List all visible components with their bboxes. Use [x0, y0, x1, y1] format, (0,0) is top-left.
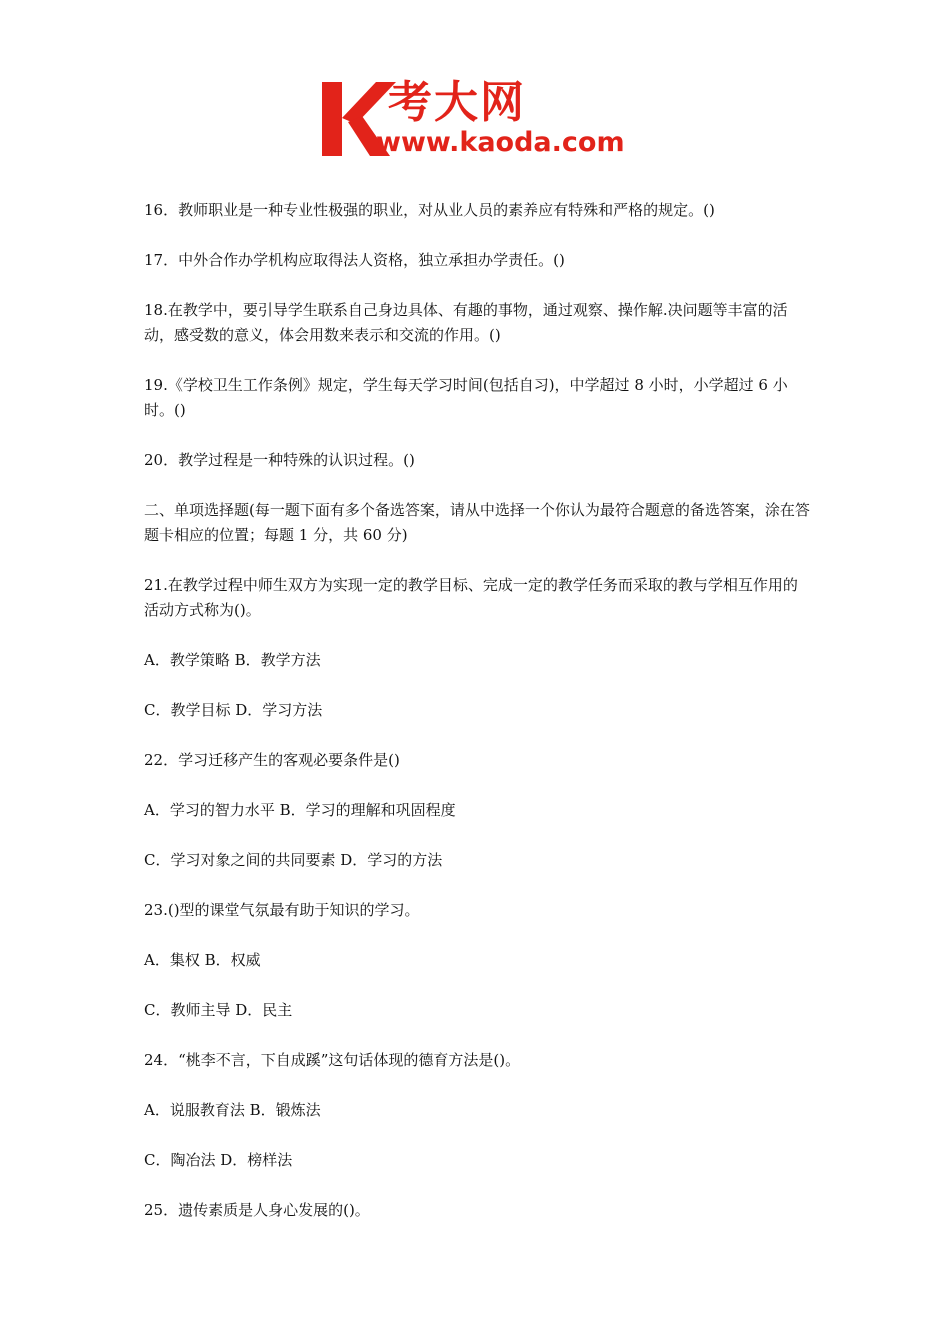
question-22-options-cd: C．学习对象之间的共同要素 D．学习的方法 [144, 851, 443, 869]
site-logo [318, 78, 638, 160]
question-19: 19.《学校卫生工作条例》规定，学生每天学习时间(包括自习)，中学超过 8 小时，小学超过 6 小时。() [144, 376, 788, 419]
question-23-options-cd: C．教师主导 D．民主 [144, 1001, 293, 1019]
question-24-options-ab: A．说服教育法 B．锻炼法 [144, 1101, 321, 1119]
document-body [144, 198, 812, 1248]
question-20: 20．教学过程是一种特殊的认识过程。() [144, 451, 415, 469]
question-18: 18.在教学中，要引导学生联系自己身边具体、有趣的事物，通过观察、操作解.决问题等丰富的活动，感受数的意义，体会用数来表示和交流的作用。() [144, 301, 788, 344]
question-23: 23.()型的课堂气氛最有助于知识的学习。 [144, 901, 420, 919]
question-22: 22．学习迁移产生的客观必要条件是() [144, 751, 400, 769]
question-23-options-ab: A．集权 B．权威 [144, 951, 261, 969]
question-21: 21.在教学过程中师生双方为实现一定的教学目标、完成一定的教学任务而采取的教与学相互作用的活动方式称为()。 [144, 576, 798, 619]
question-22-options-ab: A．学习的智力水平 B．学习的理解和巩固程度 [144, 801, 456, 819]
question-21-options-ab: A．教学策略 B．教学方法 [144, 651, 321, 669]
question-17: 17．中外合作办学机构应取得法人资格，独立承担办学责任。() [144, 251, 565, 269]
logo-url-text: www.kaoda.com [376, 127, 625, 158]
question-24-options-cd: C．陶冶法 D．榜样法 [144, 1151, 293, 1169]
question-24: 24．“桃李不言，下自成蹊”这句话体现的德育方法是()。 [144, 1051, 521, 1069]
question-16: 16．教师职业是一种专业性极强的职业，对从业人员的素养应有特殊和严格的规定。() [144, 201, 715, 219]
question-25: 25．遗传素质是人身心发展的()。 [144, 1201, 370, 1219]
logo-chinese-text: 考大网 [388, 77, 526, 128]
section-heading: 二、单项选择题(每一题下面有多个备选答案，请从中选择一个你认为最符合题意的备选答案，涂在答题卡相应的位置；每题 1 分，共 60 分) [144, 501, 810, 544]
question-21-options-cd: C．教学目标 D．学习方法 [144, 701, 323, 719]
